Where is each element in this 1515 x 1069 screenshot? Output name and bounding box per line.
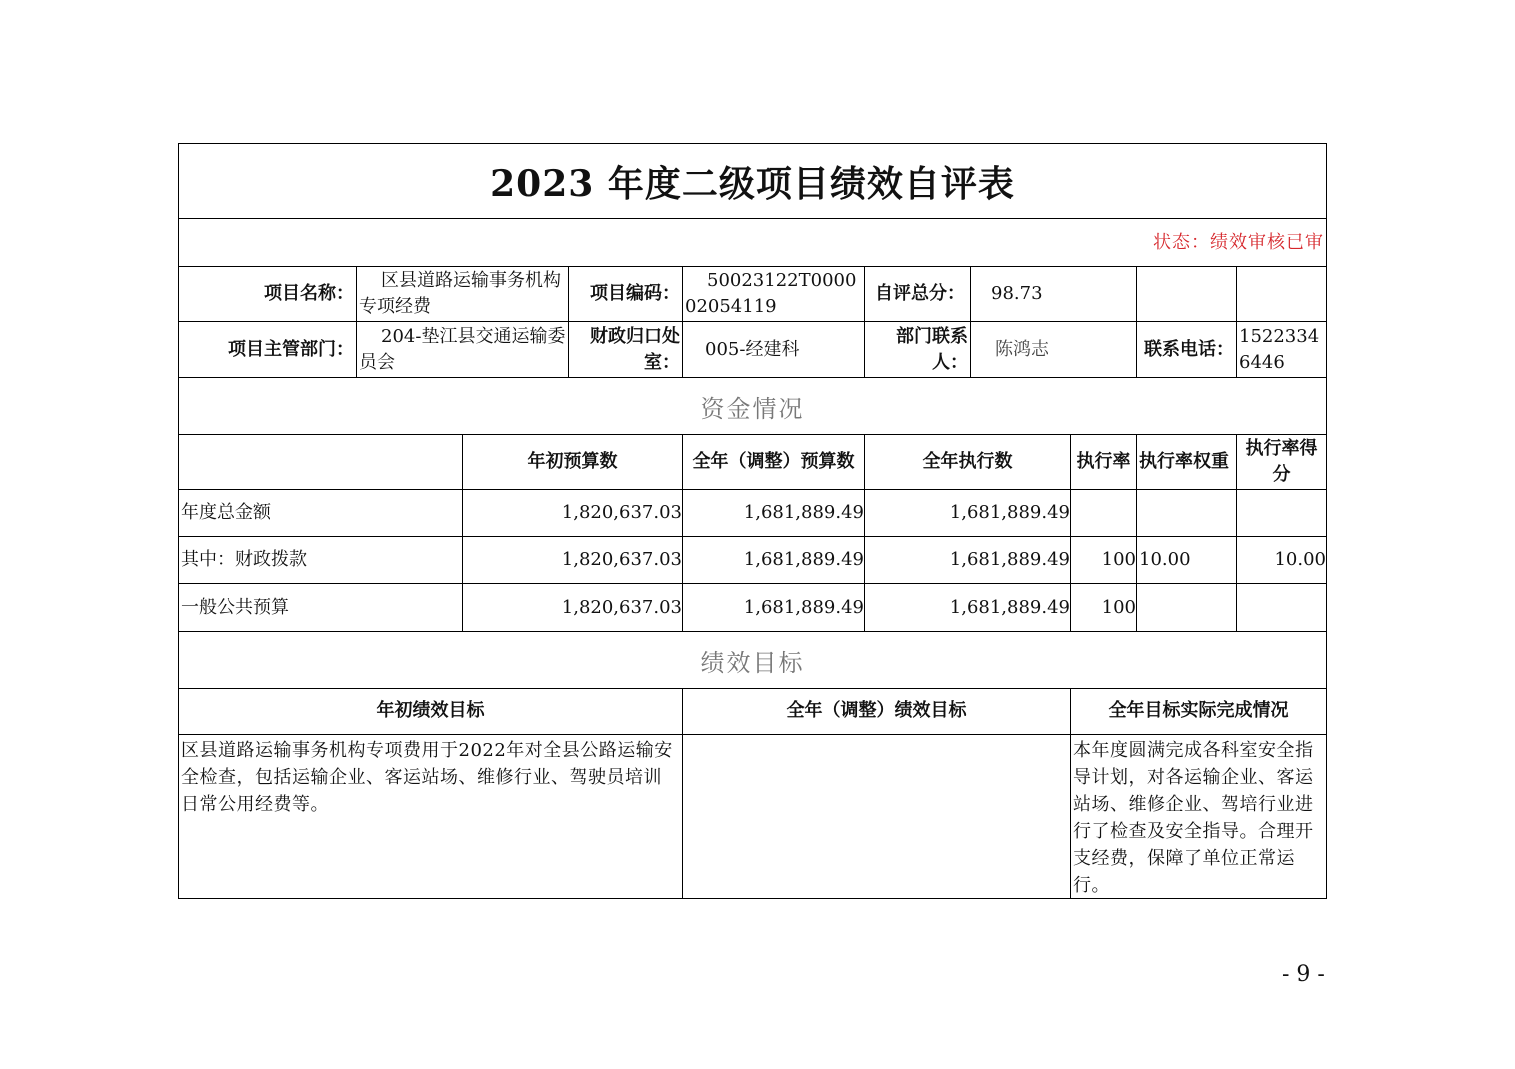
status-text: 状态：绩效审核已审: [1153, 232, 1324, 253]
fund-row-initial: 1,820,637.03: [463, 537, 683, 584]
dept-label: 项目主管部门：: [179, 322, 357, 378]
fund-row-name: 一般公共预算: [179, 584, 463, 632]
header-initial-budget: 年初预算数: [463, 434, 683, 490]
evaluation-form: [178, 143, 1327, 899]
fund-row-score: 10.00: [1237, 537, 1326, 584]
fund-row-executed: 1,681,889.49: [865, 584, 1071, 632]
phone-text: 15223346446: [1239, 325, 1320, 373]
fund-row-score: [1237, 490, 1326, 537]
self-score-value: 98.73: [971, 266, 1137, 322]
page-number: - 9 -: [1282, 962, 1325, 987]
goal-initial-text: 区县道路运输事务机构专项费用于2022年对全县公路运输安全检查，包括运输企业、客运站场、维修行业、驾驶员培训日常公用经费等。: [179, 735, 683, 898]
project-name-text: 区县道路运输事务机构专项经费: [359, 269, 561, 317]
goal-header-actual: 全年目标实际完成情况: [1071, 688, 1326, 735]
fund-row-initial: 1,820,637.03: [463, 490, 683, 537]
contact-label-text: 部门联系人：: [896, 325, 968, 373]
header-adjusted-budget: 全年（调整）预算数: [683, 434, 865, 490]
fund-row-adjusted: 1,681,889.49: [683, 537, 865, 584]
status-row: [179, 218, 1326, 267]
project-name-label: 项目名称：: [179, 266, 357, 322]
finance-label-text: 财政归口处室：: [590, 325, 680, 373]
fund-row-rate: [1071, 490, 1137, 537]
header-weight: 执行率权重: [1137, 434, 1237, 490]
goal-adjusted-text: [683, 735, 1071, 898]
dept-text: 204-垫江县交通运输委员会: [359, 325, 566, 373]
fund-row-adjusted: 1,681,889.49: [683, 584, 865, 632]
self-score-label: 自评总分：: [865, 266, 971, 322]
fund-row-rate: 100: [1071, 537, 1137, 584]
fund-row-initial: 1,820,637.03: [463, 584, 683, 632]
project-name-value: [357, 266, 569, 322]
contact-label: [865, 322, 971, 378]
phone-value: [1237, 322, 1326, 378]
fund-row-weight: 10.00: [1137, 537, 1237, 584]
fund-row-name: 年度总金额: [179, 490, 463, 537]
fund-row-weight: [1137, 584, 1237, 632]
funds-section-title: 资金情况: [179, 378, 1326, 435]
dept-value: [357, 322, 569, 378]
empty-cell: [1237, 266, 1326, 322]
form-title: 2023 年度二级项目绩效自评表: [179, 144, 1326, 219]
project-code-text: 50023122T000002054119: [685, 269, 857, 317]
project-code-label: 项目编码：: [569, 266, 683, 322]
empty-cell: [1137, 266, 1237, 322]
contact-value: 陈鸿志: [971, 322, 1137, 378]
fund-row-executed: 1,681,889.49: [865, 490, 1071, 537]
phone-label: 联系电话：: [1137, 322, 1237, 378]
goals-section-title: 绩效目标: [179, 632, 1326, 689]
project-code-value: [683, 266, 865, 322]
header-rate: 执行率: [1071, 434, 1137, 490]
fund-row-score: [1237, 584, 1326, 632]
funds-header-blank: [179, 434, 463, 490]
fund-row-executed: 1,681,889.49: [865, 537, 1071, 584]
goal-header-initial: 年初绩效目标: [179, 688, 683, 735]
fund-row-name: 其中：财政拨款: [179, 537, 463, 584]
goal-header-adjusted: 全年（调整）绩效目标: [683, 688, 1071, 735]
header-executed: 全年执行数: [865, 434, 1071, 490]
fund-row-adjusted: 1,681,889.49: [683, 490, 865, 537]
goal-actual-text: 本年度圆满完成各科室安全指导计划，对各运输企业、客运站场、维修企业、驾培行业进行了检查及安全指导。合理开支经费，保障了单位正常运行。: [1073, 740, 1314, 896]
finance-label: [569, 322, 683, 378]
finance-value: 005-经建科: [683, 322, 865, 378]
header-score: 执行率得分: [1237, 434, 1326, 490]
fund-row-rate: 100: [1071, 584, 1137, 632]
fund-row-weight: [1137, 490, 1237, 537]
